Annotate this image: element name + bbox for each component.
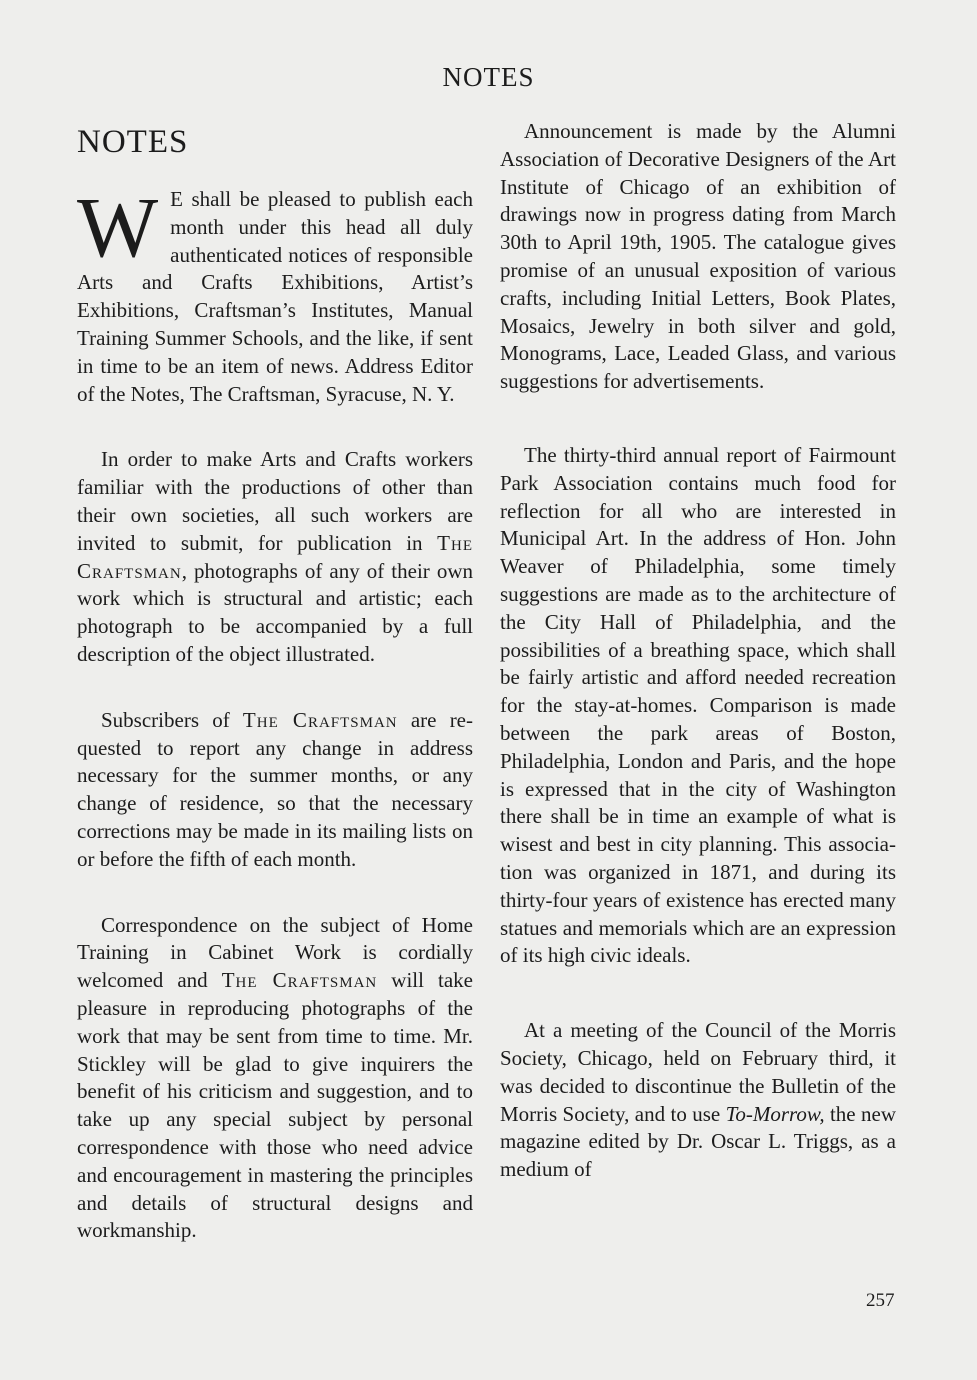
drop-cap: W: [77, 179, 159, 275]
text-run: are requested to report any change in address necessary for the summer months, or any change of residence, so that the necessary corrections may be made in its mailing lists on or before the fifth of each month.: [77, 707, 474, 871]
text-run: the new magazine edited by Dr. Oscar L. Triggs, as a medium of: [500, 1101, 896, 1182]
text-run: , photographs of any of their own work which is structural and artistic; each photograph to be accompanied by a full description of the object illustrated.: [77, 558, 473, 666]
alumni-announcement-paragraph: Announcement is made by the Alumni Association of Decorative Designers of the Art Institute of Chicago of an exhibition of drawings now in progress dating from March 30th to April 19th, 1905. The catalogue gives promise of an unusual exposition of various crafts, including Initial Letters, Book Plates, Mosaics, Jewelry in both silver and gold, Monograms, Lace, Leaded Glass, and various suggestions for advertisements.: [500, 119, 896, 394]
morris-society-paragraph: [500, 1017, 896, 1184]
text-run: will take pleasure in reproducing photographs of the work that may be sent from time to time. Mr. Stickley will be glad to give inquirers the benefit of his criticism and suggestion, and to take up any special subject by personal correspondence with those who need advice and encouragement in mastering the principles and details of structural designs and workmanship.: [77, 968, 473, 1243]
text-run: At a meeting of the Council of the Morris Society, Chicago, held on February third, it was decided to discontinue the Bulletin of the Morris Society, and to use: [500, 1018, 896, 1126]
section-heading: NOTES: [77, 124, 189, 160]
correspondence-paragraph: [77, 912, 473, 1246]
text-run: In order to make Arts and Crafts workers familiar with the productions of other than their own societies, all such workers are invited to submit, for publication in: [77, 447, 473, 555]
photographs-paragraph: [77, 446, 473, 668]
notes-intro-paragraph: [77, 179, 473, 408]
magazine-title-italic: To-Morrow,: [725, 1101, 825, 1126]
magazine-name: The Craftsman: [221, 968, 378, 993]
subscribers-paragraph: [77, 707, 473, 874]
intro-text: E shall be pleased to publish each month under this head all duly authenticated notices of responsible Arts and Crafts Exhibitions, Artist’s Exhibitions, Craftsman’s Institutes, Manual Training Summer Schools, and the like, if sent in time to be an item of news. Address Editor of the Notes, The Craftsman, Syracuse, N. Y.: [77, 187, 473, 406]
left-column: [77, 118, 473, 1245]
text-run: Correspondence on the subject of Home Training in Cabinet Work is cordially welcomed and: [77, 912, 473, 993]
fairmount-park-paragraph: The thirty-third annual report of Fairmount Park Association contains much food for reflection for all who are interested in Municipal Art. In the address of Hon. John Weaver of Philadelphia, some timely suggestions are made as to the architecture of the City Hall of Philadelphia, and the possibilities of a breathing space, which shall be fairly artistic and afford needed recreation for the stay-at-homes. Comparison is made between the park areas of Boston, Philadelphia, London and Paris, and the hope is expressed that in the city of Washington there shall be in time an example of what is wisest and best in city planning. This association was organized in 1871, and during its thirty-four years of existence has erected many statues and memorials which are an expression of its high civic ideals.: [500, 442, 896, 968]
right-column: [500, 118, 896, 1184]
text-run: Subscribers of: [101, 707, 243, 732]
magazine-name: The Craftsman: [242, 707, 398, 732]
page-number: 257: [866, 1290, 895, 1311]
running-head: NOTES: [442, 62, 535, 92]
magazine-name: The Craftsman: [77, 530, 473, 583]
